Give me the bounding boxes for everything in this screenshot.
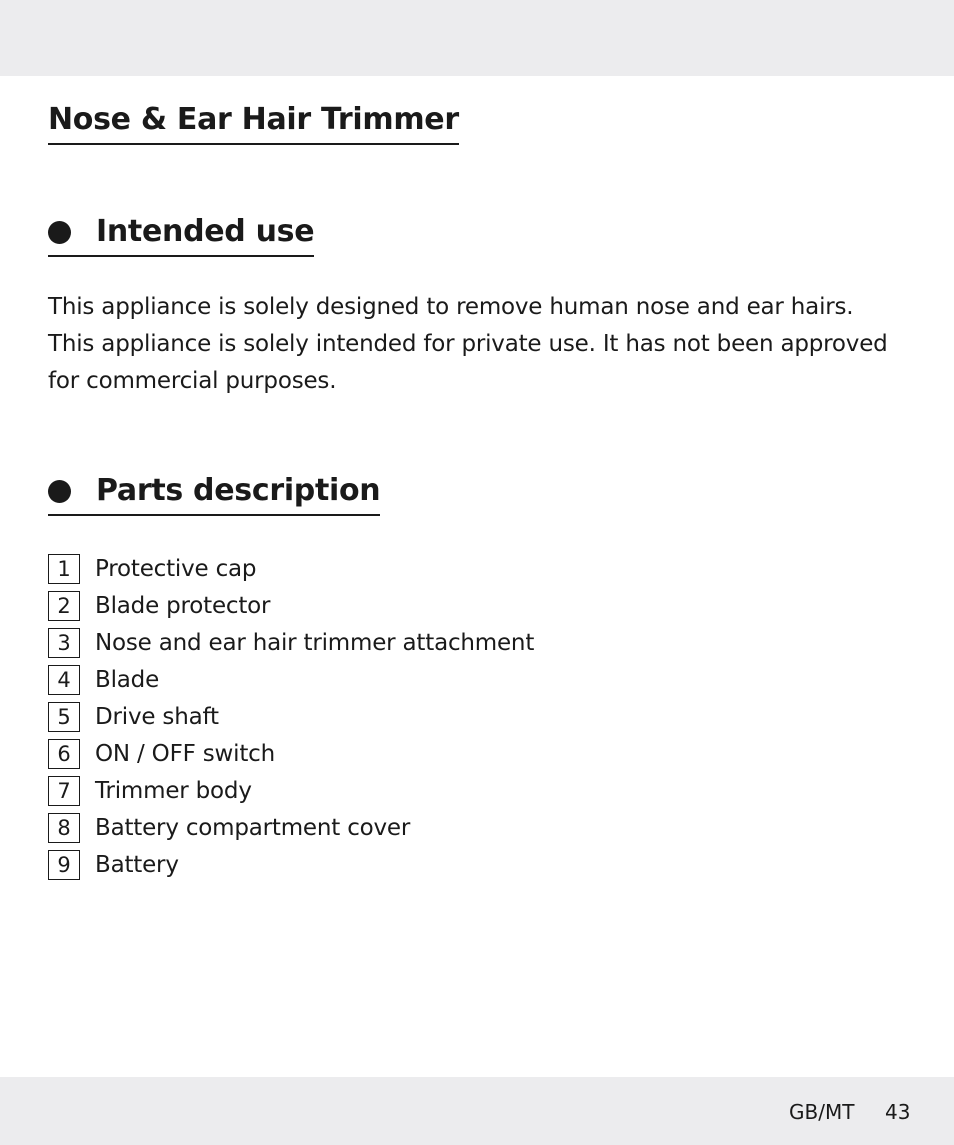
part-label: Protective cap	[95, 555, 257, 582]
list-item	[48, 846, 534, 883]
part-label: Blade	[95, 666, 160, 693]
paragraph-line: This appliance is solely intended for private use. It has not been approved	[48, 331, 888, 357]
part-number-box: 7	[48, 776, 80, 806]
part-label: Trimmer body	[95, 777, 252, 804]
list-item	[48, 809, 534, 846]
part-number-box: 6	[48, 739, 80, 769]
part-number-box: 5	[48, 702, 80, 732]
part-number-box: 8	[48, 813, 80, 843]
part-number-box: 9	[48, 850, 80, 880]
list-item	[48, 772, 534, 809]
list-item	[48, 550, 534, 587]
list-item	[48, 661, 534, 698]
part-label: Drive shaft	[95, 703, 219, 730]
list-item	[48, 735, 534, 772]
section-heading-label: Parts description	[96, 473, 381, 508]
part-number-box: 3	[48, 628, 80, 658]
part-label: Nose and ear hair trimmer attachment	[95, 629, 535, 656]
intended-use-paragraph	[48, 289, 918, 400]
page-title: Nose & Ear Hair Trimmer	[48, 100, 459, 145]
part-label: Battery	[95, 851, 179, 878]
list-item	[48, 624, 534, 661]
part-label: ON / OFF switch	[95, 740, 275, 767]
header-band	[0, 0, 954, 76]
part-number-box: 4	[48, 665, 80, 695]
bullet-icon	[48, 480, 71, 503]
part-number-box: 1	[48, 554, 80, 584]
part-label: Blade protector	[95, 592, 271, 619]
list-item	[48, 698, 534, 735]
part-label: Battery compartment cover	[95, 814, 411, 841]
section-heading-parts-description	[48, 471, 380, 516]
list-item	[48, 587, 534, 624]
footer-language: GB/MT	[789, 1100, 855, 1124]
paragraph-line: This appliance is solely designed to remove human nose and ear hairs.	[48, 294, 854, 320]
parts-list	[48, 550, 534, 883]
paragraph-line: for commercial purposes.	[48, 368, 337, 394]
part-number-box: 2	[48, 591, 80, 621]
section-heading-intended-use	[48, 212, 314, 257]
section-heading-label: Intended use	[96, 214, 315, 249]
bullet-icon	[48, 221, 71, 244]
page-number: 43	[885, 1100, 911, 1124]
